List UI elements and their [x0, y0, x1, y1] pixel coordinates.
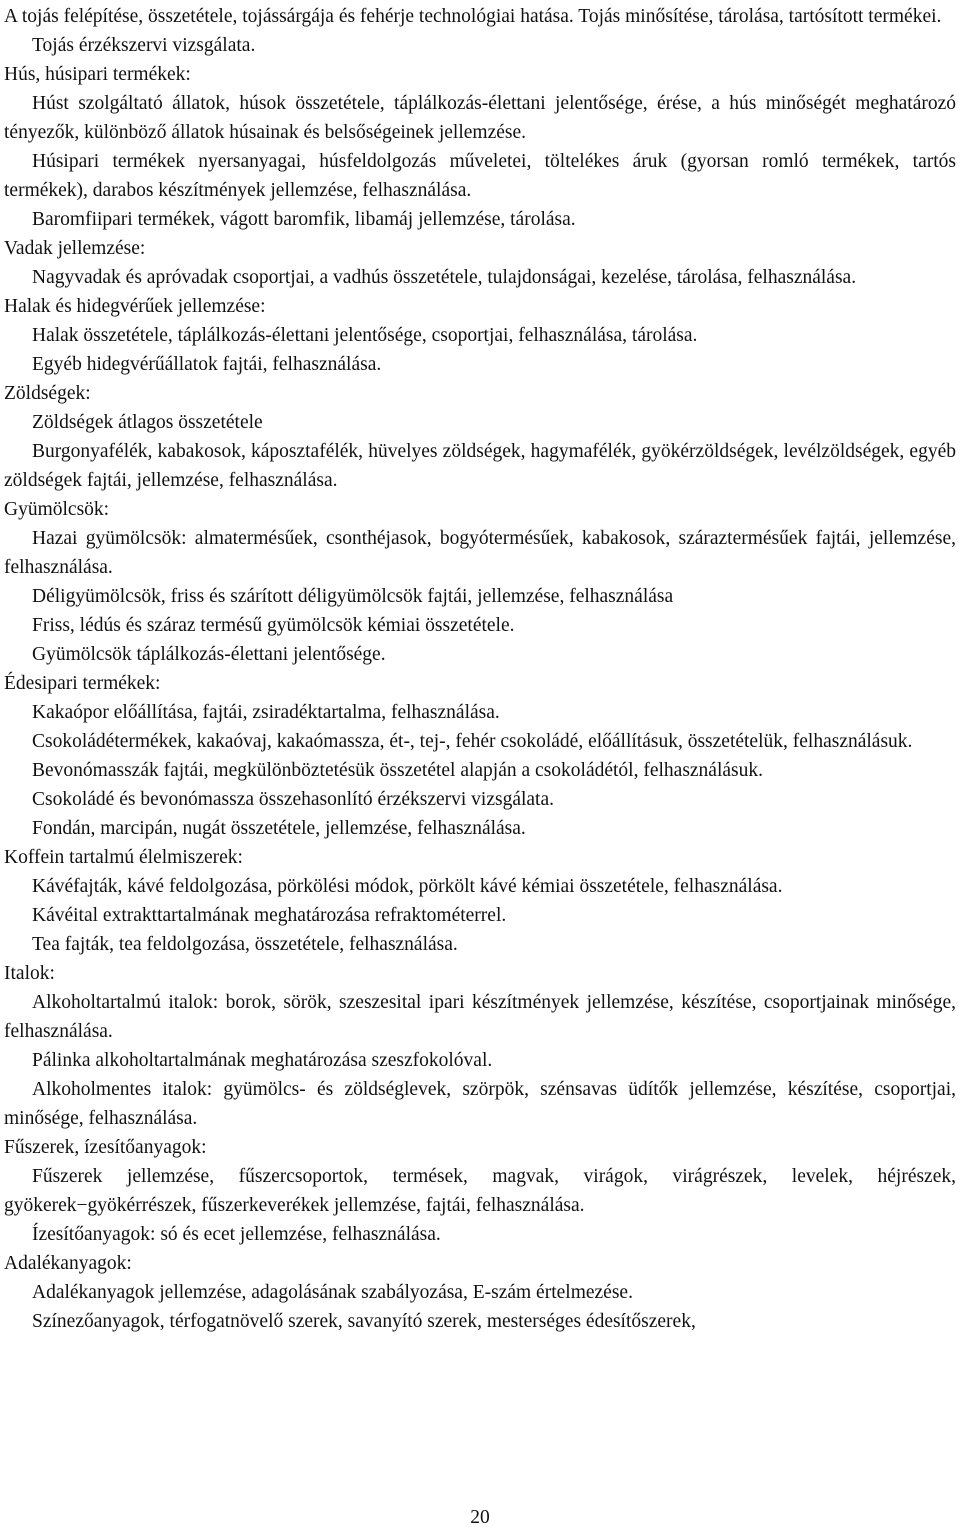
paragraph-meat-animals: Húst szolgáltató állatok, húsok összetétele, táplálkozás-élettani jelentősége, érése, a hús minőségét meghatározó tényezők, különböző állatok húsainak és belsőségeinek jellemzése.	[4, 93, 956, 143]
paragraph-coatings: Bevonómasszák fajtái, megkülönböztetésük összetétel alapján a csokoládétól, felhasználásuk.	[32, 760, 764, 781]
paragraph-game: Nagyvadak és apróvadak csoportjai, a vadhús összetétele, tulajdonságai, kezelése, tárolása, felhasználása.	[32, 267, 857, 288]
page-number: 20	[470, 1507, 490, 1528]
paragraph-coffee-extract: Kávéital extrakttartalmának meghatározása refraktométerrel.	[32, 905, 507, 926]
section-heading-caffeine: Koffein tartalmú élelmiszerek:	[4, 847, 243, 868]
section-heading-fruits: Gyümölcsök:	[4, 499, 110, 520]
paragraph-additives: Adalékanyagok jellemzése, adagolásának szabályozása, E-szám értelmezése.	[32, 1282, 633, 1303]
paragraph-meat-products: Húsipari termékek nyersanyagai, húsfeldolgozás műveletei, töltelékes áruk (gyorsan romló termékek, tartós termékek), darabos készítmények jellemzése, felhasználása.	[4, 151, 956, 201]
paragraph-colorants: Színezőanyagok, térfogatnövelő szerek, savanyító szerek, mesterséges édesítőszerek,	[32, 1311, 696, 1332]
paragraph-egg-structure: A tojás felépítése, összetétele, tojássárgája és fehérje technológiai hatása. Tojás minősítése, tárolása, tartósított termékei.	[4, 6, 942, 27]
section-heading-additives: Adalékanyagok:	[4, 1253, 132, 1274]
paragraph-spices: Fűszerek jellemzése, fűszercsoportok, termések, magvak, virágok, virágrészek, levelek, héjrészek, gyökerek−gyökérrészek, fűszerkeverékek jellemzése, fajtái, felhasználása.	[4, 1166, 956, 1216]
section-heading-fish: Halak és hidegvérűek jellemzése:	[4, 296, 266, 317]
paragraph-chocolate-sensory: Csokoládé és bevonómassza összehasonlító érzékszervi vizsgálata.	[32, 789, 554, 810]
section-heading-drinks: Italok:	[4, 963, 55, 984]
paragraph-coffee: Kávéfajták, kávé feldolgozása, pörkölési módok, pörkölt kávé kémiai összetétele, felhasználása.	[32, 876, 783, 897]
section-heading-vegetables: Zöldségek:	[4, 383, 91, 404]
paragraph-veg-composition: Zöldségek átlagos összetétele	[32, 412, 263, 433]
paragraph-domestic-fruits: Hazai gyümölcsök: almatermésűek, csonthéjasok, bogyótermésűek, kabakosok, száraztermésűek fajtái, jellemzése, felhasználása.	[4, 528, 956, 578]
paragraph-palinka: Pálinka alkoholtartalmának meghatározása szeszfokolóval.	[32, 1050, 493, 1071]
paragraph-fruit-chemistry: Friss, lédús és száraz termésű gyümölcsök kémiai összetétele.	[32, 615, 515, 636]
paragraph-non-alcoholic: Alkoholmentes italok: gyümölcs- és zöldséglevek, szörpök, szénsavas üdítők jellemzése, készítése, csoportjai, minősége, felhasználása.	[4, 1079, 956, 1129]
paragraph-cocoa: Kakaópor előállítása, fajtái, zsiradéktartalma, felhasználása.	[32, 702, 500, 723]
section-heading-spices: Fűszerek, ízesítőanyagok:	[4, 1137, 207, 1158]
paragraph-chocolate: Csokoládétermékek, kakaóvaj, kakaómassza, ét-, tej-, fehér csokoládé, előállításuk, összetételük, felhasználásuk.	[32, 731, 913, 752]
section-heading-confectionery: Édesipari termékek:	[4, 673, 161, 694]
section-heading-game: Vadak jellemzése:	[4, 238, 146, 259]
paragraph-cold-blooded: Egyéb hidegvérűállatok fajtái, felhasználása.	[32, 354, 382, 375]
paragraph-fondant: Fondán, marcipán, nugát összetétele, jellemzése, felhasználása.	[32, 818, 526, 839]
paragraph-alcoholic: Alkoholtartalmú italok: borok, sörök, szeszesital ipari készítmények jellemzése, készítése, csoportjainak minősége, felhasználása.	[4, 992, 956, 1042]
paragraph-fruit-nutrition: Gyümölcsök táplálkozás-élettani jelentősége.	[32, 644, 386, 665]
paragraph-tea: Tea fajták, tea feldolgozása, összetétele, felhasználása.	[32, 934, 458, 955]
paragraph-veg-types: Burgonyafélék, kabakosok, káposztafélék, hüvelyes zöldségek, hagymafélék, gyökérzöldségek, levélzöldségek, egyéb zöldségek fajtái, jellemzése, felhasználása.	[4, 441, 956, 491]
paragraph-fish: Halak összetétele, táplálkozás-élettani jelentősége, csoportjai, felhasználása, tárolása.	[32, 325, 698, 346]
paragraph-egg-sensory: Tojás érzékszervi vizsgálata.	[32, 35, 256, 56]
section-heading-meat: Hús, húsipari termékek:	[4, 64, 191, 85]
paragraph-seasonings: Ízesítőanyagok: só és ecet jellemzése, felhasználása.	[32, 1224, 441, 1245]
document-body	[4, 2, 956, 1336]
paragraph-poultry: Baromfiipari termékek, vágott baromfik, libamáj jellemzése, tárolása.	[32, 209, 576, 230]
paragraph-tropical-fruits: Déligyümölcsök, friss és szárított déligyümölcsök fajtái, jellemzése, felhasználása	[32, 586, 674, 607]
